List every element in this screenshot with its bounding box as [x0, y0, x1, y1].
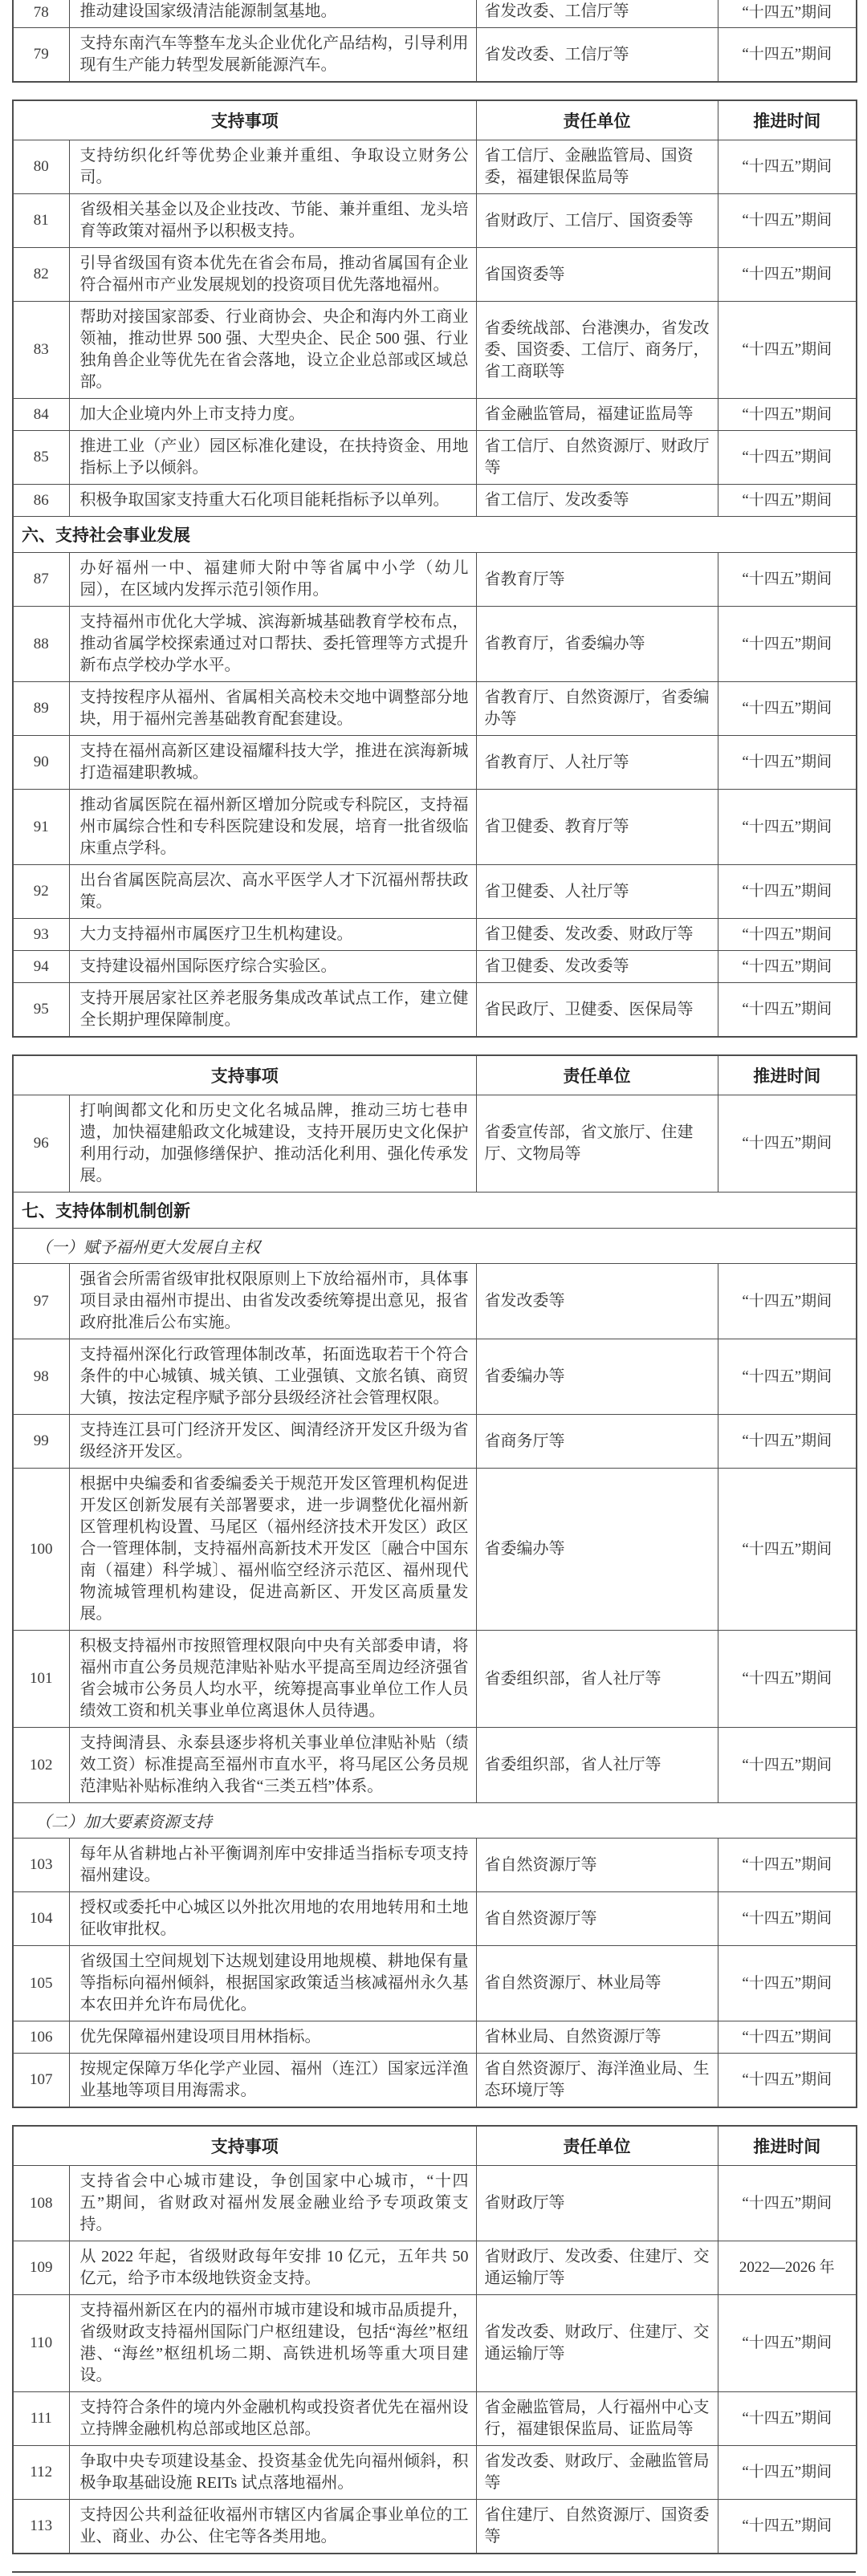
- table-row: [13, 194, 857, 248]
- timeline: “十四五”期间: [718, 553, 857, 607]
- support-item: 出台省属医院高层次、高水平医学人才下沉福州帮扶政策。: [69, 865, 476, 919]
- row-number: 96: [13, 1095, 69, 1193]
- next-table-top-border: [12, 2571, 856, 2576]
- support-item: 支持福州深化行政管理体制改革，拓面选取若干个符合条件的中心城镇、城关镇、工业强镇、文旅名镇、商贸大镇，按法定程序赋予部分县级经济社会管理权限。: [69, 1339, 476, 1415]
- timeline: “十四五”期间: [718, 248, 857, 302]
- timeline: “十四五”期间: [718, 1892, 857, 1946]
- timeline: “十四五”期间: [718, 1095, 857, 1193]
- support-item: 支持因公共利益征收福州市辖区内省属企事业单位的工业、商业、办公、住宅等各类用地。: [69, 2500, 476, 2554]
- column-header-item: 支持事项: [13, 2126, 476, 2166]
- row-number: 97: [13, 1264, 69, 1339]
- table-row: [13, 1415, 857, 1469]
- responsible-unit: 省金融监管局，福建证监局等: [476, 399, 718, 431]
- table-row: [13, 1728, 857, 1803]
- support-item: 支持连江县可门经济开发区、闽清经济开发区升级为省级经济开发区。: [69, 1415, 476, 1469]
- responsible-unit: 省教育厅等: [476, 553, 718, 607]
- support-table: [12, 100, 857, 1038]
- timeline: “十四五”期间: [718, 1728, 857, 1803]
- row-number: 81: [13, 194, 69, 248]
- table-row: [13, 865, 857, 919]
- column-header-time: 推进时间: [718, 2126, 857, 2166]
- table-row: [13, 1946, 857, 2021]
- responsible-unit: 省卫健委、人社厅等: [476, 865, 718, 919]
- responsible-unit: 省委宣传部，省文旅厅、住建厅、文物局等: [476, 1095, 718, 1193]
- responsible-unit: 省自然资源厅、林业局等: [476, 1946, 718, 2021]
- support-item: 大力支持福州市属医疗卫生机构建设。: [69, 919, 476, 951]
- timeline: “十四五”期间: [718, 1415, 857, 1469]
- row-number: 85: [13, 431, 69, 485]
- table-row: [13, 2392, 857, 2446]
- timeline: “十四五”期间: [718, 2054, 857, 2108]
- timeline: “十四五”期间: [718, 790, 857, 865]
- support-item: 优先保障福州建设项目用林指标。: [69, 2021, 476, 2054]
- row-number: 88: [13, 607, 69, 682]
- table-row: [13, 736, 857, 790]
- support-item: 支持在福州高新区建设福耀科技大学，推进在滨海新城打造福建职教城。: [69, 736, 476, 790]
- table-row: [13, 2500, 857, 2554]
- row-number: 102: [13, 1728, 69, 1803]
- table-row: [13, 302, 857, 399]
- responsible-unit: 省自然资源厅、海洋渔业局、生态环境厅等: [476, 2054, 718, 2108]
- timeline: “十四五”期间: [718, 2021, 857, 2054]
- table-row: [13, 607, 857, 682]
- table-row: [13, 1839, 857, 1892]
- section-header-row: [13, 1193, 857, 1229]
- row-number: 84: [13, 399, 69, 431]
- responsible-unit: 省委编办等: [476, 1469, 718, 1631]
- support-item: 授权或委托中心城区以外批次用地的农用地转用和土地征收审批权。: [69, 1892, 476, 1946]
- support-item: 争取中央专项建设基金、投资基金优先向福州倾斜，积极争取基础设施 REITs 试点落地福州。: [69, 2446, 476, 2500]
- responsible-unit: 省工信厅、金融监管局、国资委，福建银保监局等: [476, 140, 718, 194]
- responsible-unit: 省发改委、工信厅等: [476, 0, 718, 28]
- table-row: [13, 431, 857, 485]
- column-header-time: 推进时间: [718, 100, 857, 140]
- table-row: [13, 2295, 857, 2392]
- row-number: 106: [13, 2021, 69, 2054]
- responsible-unit: 省卫健委、发改委、财政厅等: [476, 919, 718, 951]
- support-item: 按规定保障万华化学产业园、福州（连江）国家远洋渔业基地等项目用海需求。: [69, 2054, 476, 2108]
- section-header-row: [13, 517, 857, 553]
- support-item: 支持省会中心城市建设，争创国家中心城市，“十四五”期间，省财政对福州发展金融业给予专项政策支持。: [69, 2166, 476, 2241]
- responsible-unit: 省自然资源厅等: [476, 1839, 718, 1892]
- timeline: “十四五”期间: [718, 431, 857, 485]
- table-row: [13, 682, 857, 736]
- responsible-unit: 省国资委等: [476, 248, 718, 302]
- row-number: 101: [13, 1631, 69, 1728]
- row-number: 104: [13, 1892, 69, 1946]
- column-header-item: 支持事项: [13, 1055, 476, 1095]
- responsible-unit: 省委组织部，省人社厅等: [476, 1728, 718, 1803]
- table-row: [13, 951, 857, 983]
- responsible-unit: 省发改委、财政厅、金融监管局等: [476, 2446, 718, 2500]
- table-header-row: [13, 100, 857, 140]
- table-row: [13, 983, 857, 1038]
- responsible-unit: 省民政厅、卫健委、医保局等: [476, 983, 718, 1038]
- table-row: [13, 248, 857, 302]
- row-number: 90: [13, 736, 69, 790]
- support-item: 帮助对接国家部委、行业商协会、央企和海内外工商业领袖，推动世界 500 强、大型央企、民企 500 强、行业独角兽企业等优先在省会落地，设立企业总部或区域总部。: [69, 302, 476, 399]
- responsible-unit: 省工信厅、自然资源厅、财政厅等: [476, 431, 718, 485]
- timeline: “十四五”期间: [718, 0, 857, 28]
- column-header-item: 支持事项: [13, 100, 476, 140]
- responsible-unit: 省发改委、财政厅、住建厅、交通运输厅等: [476, 2295, 718, 2392]
- support-item: 省级国土空间规划下达规划建设用地规模、耕地保有量等指标向福州倾斜，根据国家政策适当核减福州永久基本农田并允许布局优化。: [69, 1946, 476, 2021]
- subsection-header-row: [13, 1229, 857, 1264]
- responsible-unit: 省委编办等: [476, 1339, 718, 1415]
- subsection-header-row: [13, 1803, 857, 1839]
- support-item: 积极争取国家支持重大石化项目能耗指标予以单列。: [69, 485, 476, 517]
- row-number: 86: [13, 485, 69, 517]
- support-item: 支持福州市优化大学城、滨海新城基础教育学校布点，推动省属学校探索通过对口帮扶、委托管理等方式提升新布点学校办学水平。: [69, 607, 476, 682]
- support-item: 引导省级国有资本优先在省会布局，推动省属国有企业符合福州市产业发展规划的投资项目优先落地福州。: [69, 248, 476, 302]
- responsible-unit: 省商务厅等: [476, 1415, 718, 1469]
- row-number: 99: [13, 1415, 69, 1469]
- timeline: “十四五”期间: [718, 140, 857, 194]
- responsible-unit: 省财政厅、发改委、住建厅、交通运输厅等: [476, 2241, 718, 2295]
- timeline: “十四五”期间: [718, 919, 857, 951]
- timeline: “十四五”期间: [718, 1946, 857, 2021]
- support-item: 根据中央编委和省委编委关于规范开发区管理机构促进开发区创新发展有关部署要求，进一步调整优化福州新区管理机构设置、马尾区（福州经济技术开发区）政区合一管理体制，支持福州高新技术开发区〔融合中国东南（福建）科学城〕、福州临空经济示范区、福州现代物流城管理机构建设，促进高新区、开发区高质量发展。: [69, 1469, 476, 1631]
- row-number: 110: [13, 2295, 69, 2392]
- support-item: 打响闽都文化和历史文化名城品牌，推动三坊七巷申遗，加快福建船政文化城建设，支持开展历史文化保护利用行动，加强修缮保护、推动活化利用、强化传承发展。: [69, 1095, 476, 1193]
- row-number: 93: [13, 919, 69, 951]
- support-item: 加大企业境内外上市支持力度。: [69, 399, 476, 431]
- row-number: 113: [13, 2500, 69, 2554]
- responsible-unit: 省发改委、工信厅等: [476, 28, 718, 83]
- row-number: 89: [13, 682, 69, 736]
- column-header-unit: 责任单位: [476, 100, 718, 140]
- row-number: 82: [13, 248, 69, 302]
- row-number: 103: [13, 1839, 69, 1892]
- support-item: 推动省属医院在福州新区增加分院或专科院区，支持福州市属综合性和专科医院建设和发展，培育一批省级临床重点学科。: [69, 790, 476, 865]
- timeline: “十四五”期间: [718, 865, 857, 919]
- support-table: [12, 1054, 857, 2108]
- timeline: “十四五”期间: [718, 983, 857, 1038]
- timeline: “十四五”期间: [718, 485, 857, 517]
- table-row: [13, 1469, 857, 1631]
- responsible-unit: 省财政厅等: [476, 2166, 718, 2241]
- support-table: [12, 2125, 857, 2554]
- table-row: [13, 0, 857, 28]
- responsible-unit: 省委组织部，省人社厅等: [476, 1631, 718, 1728]
- row-number: 91: [13, 790, 69, 865]
- table-row: [13, 1264, 857, 1339]
- support-item: 强省会所需省级审批权限原则上下放给福州市，具体事项目录由福州市提出、由省发改委统筹提出意见，报省政府批准后公布实施。: [69, 1264, 476, 1339]
- row-number: 78: [13, 0, 69, 28]
- responsible-unit: 省金融监管局，人行福州中心支行，福建银保监局、证监局等: [476, 2392, 718, 2446]
- subsection-header: （二）加大要素资源支持: [13, 1803, 857, 1839]
- table-header-row: [13, 1055, 857, 1095]
- table-row: [13, 140, 857, 194]
- responsible-unit: 省工信厅、发改委等: [476, 485, 718, 517]
- row-number: 83: [13, 302, 69, 399]
- table-row: [13, 2054, 857, 2108]
- timeline: “十四五”期间: [718, 1839, 857, 1892]
- responsible-unit: 省委统战部、台港澳办，省发改委、国资委、工信厅、商务厅，省工商联等: [476, 302, 718, 399]
- table-row: [13, 553, 857, 607]
- responsible-unit: 省住建厅、自然资源厅、国资委等: [476, 2500, 718, 2554]
- row-number: 107: [13, 2054, 69, 2108]
- timeline: “十四五”期间: [718, 28, 857, 83]
- responsible-unit: 省教育厅、自然资源厅，省委编办等: [476, 682, 718, 736]
- responsible-unit: 省教育厅、人社厅等: [476, 736, 718, 790]
- timeline: 2022—2026 年: [718, 2241, 857, 2295]
- responsible-unit: 省卫健委、发改委等: [476, 951, 718, 983]
- responsible-unit: 省财政厅、工信厅、国资委等: [476, 194, 718, 248]
- timeline: “十四五”期间: [718, 2392, 857, 2446]
- table-row: [13, 919, 857, 951]
- timeline: “十四五”期间: [718, 736, 857, 790]
- row-number: 108: [13, 2166, 69, 2241]
- responsible-unit: 省发改委等: [476, 1264, 718, 1339]
- table-row: [13, 2241, 857, 2295]
- row-number: 94: [13, 951, 69, 983]
- table-row: [13, 1095, 857, 1193]
- row-number: 87: [13, 553, 69, 607]
- row-number: 105: [13, 1946, 69, 2021]
- timeline: “十四五”期间: [718, 2166, 857, 2241]
- timeline: “十四五”期间: [718, 682, 857, 736]
- table-row: [13, 485, 857, 517]
- timeline: “十四五”期间: [718, 1631, 857, 1728]
- timeline: “十四五”期间: [718, 302, 857, 399]
- support-table: [12, 0, 857, 83]
- row-number: 79: [13, 28, 69, 83]
- responsible-unit: 省自然资源厅等: [476, 1892, 718, 1946]
- support-item: 推动建设国家级清洁能源制氢基地。: [69, 0, 476, 28]
- support-item: 支持纺织化纤等优势企业兼并重组、争取设立财务公司。: [69, 140, 476, 194]
- support-item: 推进工业（产业）园区标准化建设，在扶持资金、用地指标上予以倾斜。: [69, 431, 476, 485]
- subsection-header: （一）赋予福州更大发展自主权: [13, 1229, 857, 1264]
- support-item: 支持闽清县、永泰县逐步将机关事业单位津贴补贴（绩效工资）标准提高至福州市直水平，将马尾区公务员规范津贴补贴标准纳入我省“三类五档”体系。: [69, 1728, 476, 1803]
- responsible-unit: 省林业局、自然资源厅等: [476, 2021, 718, 2054]
- timeline: “十四五”期间: [718, 951, 857, 983]
- support-item: 办好福州一中、福建师大附中等省属中小学（幼儿园），在区域内发挥示范引领作用。: [69, 553, 476, 607]
- responsible-unit: 省教育厅，省委编办等: [476, 607, 718, 682]
- table-row: [13, 1631, 857, 1728]
- support-item: 支持东南汽车等整车龙头企业优化产品结构，引导利用现有生产能力转型发展新能源汽车。: [69, 28, 476, 83]
- timeline: “十四五”期间: [718, 2295, 857, 2392]
- row-number: 111: [13, 2392, 69, 2446]
- row-number: 100: [13, 1469, 69, 1631]
- row-number: 80: [13, 140, 69, 194]
- table-row: [13, 2021, 857, 2054]
- support-item: 积极支持福州市按照管理权限向中央有关部委申请，将福州市直公务员规范津贴补贴水平提高至周边经济强省省会城市公务员人均水平，统筹提高事业单位工作人员绩效工资和机关事业单位离退休人员待遇。: [69, 1631, 476, 1728]
- table-row: [13, 790, 857, 865]
- table-row: [13, 1892, 857, 1946]
- column-header-unit: 责任单位: [476, 1055, 718, 1095]
- support-item: 支持福州新区在内的福州市城市建设和城市品质提升，省级财政支持福州国际门户枢纽建设，包括“海丝”枢纽港、“海丝”枢纽机场二期、高铁进机场等重大项目建设。: [69, 2295, 476, 2392]
- row-number: 95: [13, 983, 69, 1038]
- support-item: 支持开展居家社区养老服务集成改革试点工作，建立健全长期护理保障制度。: [69, 983, 476, 1038]
- table-row: [13, 2166, 857, 2241]
- timeline: “十四五”期间: [718, 1339, 857, 1415]
- row-number: 98: [13, 1339, 69, 1415]
- timeline: “十四五”期间: [718, 1264, 857, 1339]
- column-header-time: 推进时间: [718, 1055, 857, 1095]
- row-number: 92: [13, 865, 69, 919]
- support-item: 支持符合条件的境内外金融机构或投资者优先在福州设立持牌金融机构总部或地区总部。: [69, 2392, 476, 2446]
- section-header: 六、支持社会事业发展: [13, 517, 857, 553]
- table-row: [13, 1339, 857, 1415]
- timeline: “十四五”期间: [718, 399, 857, 431]
- support-item: 支持建设福州国际医疗综合实验区。: [69, 951, 476, 983]
- timeline: “十四五”期间: [718, 607, 857, 682]
- row-number: 112: [13, 2446, 69, 2500]
- table-row: [13, 399, 857, 431]
- support-item: 每年从省耕地占补平衡调剂库中安排适当指标专项支持福州建设。: [69, 1839, 476, 1892]
- section-header: 七、支持体制机制创新: [13, 1193, 857, 1229]
- timeline: “十四五”期间: [718, 194, 857, 248]
- timeline: “十四五”期间: [718, 2500, 857, 2554]
- table-header-row: [13, 2126, 857, 2166]
- support-item: 省级相关基金以及企业技改、节能、兼并重组、龙头培育等政策对福州予以积极支持。: [69, 194, 476, 248]
- row-number: 109: [13, 2241, 69, 2295]
- support-item: 支持按程序从福州、省属相关高校未交地中调整部分地块，用于福州完善基础教育配套建设。: [69, 682, 476, 736]
- support-item: 从 2022 年起，省级财政每年安排 10 亿元，五年共 50 亿元，给予市本级地铁资金支持。: [69, 2241, 476, 2295]
- column-header-unit: 责任单位: [476, 2126, 718, 2166]
- timeline: “十四五”期间: [718, 2446, 857, 2500]
- table-row: [13, 2446, 857, 2500]
- responsible-unit: 省卫健委、教育厅等: [476, 790, 718, 865]
- timeline: “十四五”期间: [718, 1469, 857, 1631]
- table-row: [13, 28, 857, 83]
